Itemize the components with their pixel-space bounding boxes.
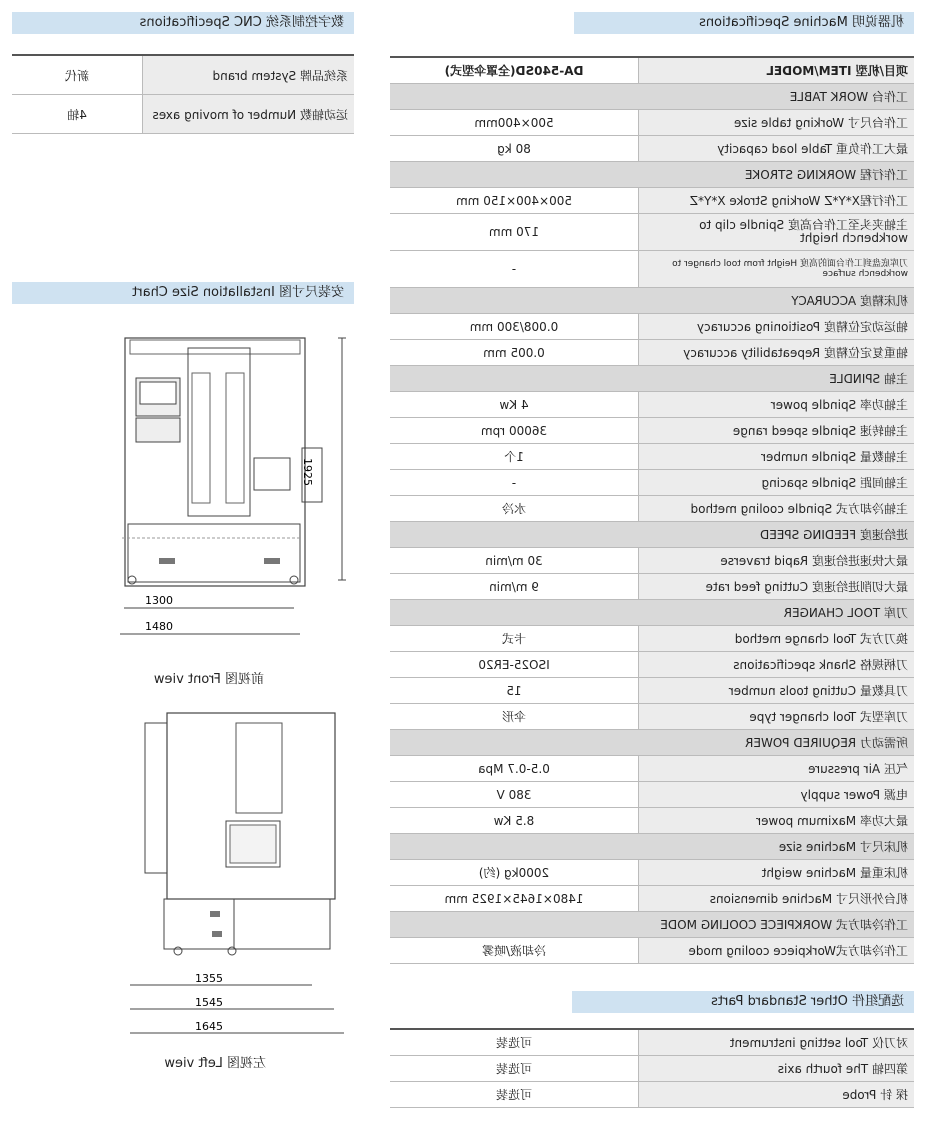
spec-value: 1个 xyxy=(504,450,524,464)
spec-section-label: 工作台 WORK TABLE xyxy=(789,90,908,104)
spec-label: 主轴功率 Spindle power xyxy=(770,398,908,412)
spec-value: 4 Kw xyxy=(499,397,529,412)
spec-header-row: DA-540SD(全罩伞型式) 项目/机型 ITEM/MODEL xyxy=(390,57,914,84)
spec-value: 500×400×150 mm xyxy=(456,193,573,208)
parts-value: 可选装 xyxy=(496,1088,533,1102)
spec-section-label: 机床尺寸 Machine size xyxy=(778,840,908,854)
spec-label: 工作台尺寸 Working table size xyxy=(733,116,908,130)
spec-section-row xyxy=(390,162,914,188)
spec-section-label: 机床精度 ACCURACY xyxy=(791,294,908,308)
left-view-drawing xyxy=(60,703,360,1048)
parts-row xyxy=(390,1082,914,1108)
spec-value: 水冷 xyxy=(502,502,527,516)
spec-label: 主轴间距 Spindle spacing xyxy=(761,476,908,490)
spec-label: 气压 Air pressure xyxy=(808,762,908,776)
spec-label: 机台外形尺寸 Machine dimensions xyxy=(709,892,908,906)
spec-value: 30 m/min xyxy=(485,553,543,568)
spec-label: 刀柄规格 Shank specifications xyxy=(733,658,908,672)
spec-label: 最大切削进给速度 Cutting feed rate xyxy=(705,580,908,594)
spec-row xyxy=(390,808,914,834)
spec-row xyxy=(390,214,914,251)
spec-label: 刀库底盘到工作台面的高度 Height from tool changer to workbench surface xyxy=(672,259,908,279)
spec-row xyxy=(390,756,914,782)
front-width-outer-label: 1480 xyxy=(145,620,173,633)
spec-label: 换刀方式 Tool change method xyxy=(734,632,908,646)
spec-row xyxy=(390,188,914,214)
spec-row xyxy=(390,470,914,496)
spec-section-label: 刀库 TOOL CHANGER xyxy=(783,606,908,620)
spec-row xyxy=(390,314,914,340)
left-dim-1-label: 1355 xyxy=(195,972,223,985)
spec-section-row xyxy=(390,600,914,626)
spec-section-row xyxy=(390,84,914,110)
spec-row xyxy=(390,938,914,964)
parts-table xyxy=(390,1028,914,1108)
spec-label: 最大工作负重 Table load capacity xyxy=(717,142,908,156)
spec-section-label: 工作冷却方式 WORKPIECE COOLING MODE xyxy=(660,918,908,932)
front-width-inner-label: 1300 xyxy=(145,594,173,607)
spec-label: 主轴数量 Spindle number xyxy=(761,450,908,464)
front-height-label: 1925 xyxy=(301,458,314,486)
spec-label: 机床重量 Machine weight xyxy=(761,866,908,880)
left-view-caption: 左视图 Left view xyxy=(164,1056,266,1071)
spec-value: 2000kg (约) xyxy=(478,866,550,880)
spec-section-label: 主轴 SPINDLE xyxy=(829,372,908,386)
parts-value: 可选装 xyxy=(496,1036,533,1050)
spec-section-row xyxy=(390,366,914,392)
spec-row xyxy=(390,444,914,470)
spec-value: 170 mm xyxy=(488,225,540,239)
spec-label: 刀库型式 Tool changer type xyxy=(749,710,908,724)
spec-section-row xyxy=(390,522,914,548)
spec-label: 最大功率 Maximum power xyxy=(756,814,908,828)
machine-banner: 机器说明 Machine Specifications xyxy=(574,12,914,34)
spec-row xyxy=(390,548,914,574)
spec-section-label: 所需动力 REQUIRED POWER xyxy=(745,736,908,750)
left-dim-3-label: 1645 xyxy=(195,1020,223,1033)
spec-row xyxy=(390,652,914,678)
parts-label: 探 针 Probe xyxy=(842,1088,908,1102)
parts-row xyxy=(390,1056,914,1082)
spec-row xyxy=(390,392,914,418)
spec-label: 主轴夹头至工作台高度 Spindle clip to workbench height xyxy=(699,218,908,245)
spec-section-label: 进给速度 FEEDING SPEED xyxy=(759,528,908,542)
spec-row xyxy=(390,678,914,704)
spec-row xyxy=(390,418,914,444)
spec-row xyxy=(390,496,914,522)
spec-value: 0.008/300 mm xyxy=(469,319,559,334)
spec-value: 9 m/min xyxy=(489,579,539,594)
spec-value: 80 kg xyxy=(497,141,531,156)
parts-label: 对刀仪 Tool setting instrument xyxy=(729,1036,908,1050)
spec-row xyxy=(390,860,914,886)
spec-section-row xyxy=(390,730,914,756)
spec-label: 刀具数量 Cutting tools number xyxy=(728,684,908,698)
spec-value: - xyxy=(511,475,517,490)
spec-value: 380 V xyxy=(496,787,532,802)
parts-row xyxy=(390,1029,914,1056)
spec-value: 15 xyxy=(506,683,522,698)
spec-value: 0.5-0.7 Mpa xyxy=(478,761,550,776)
parts-banner: 选配组件 Other Standard Parts xyxy=(572,991,914,1013)
spec-value: 1480×1645×1925 mm xyxy=(444,891,584,906)
install-banner: 安装尺寸图 Installation Size Chart xyxy=(12,282,354,304)
spec-row xyxy=(390,886,914,912)
spec-row xyxy=(390,704,914,730)
spec-section-row xyxy=(390,834,914,860)
spec-value: 8.5 Kw xyxy=(493,813,535,828)
cnc-table xyxy=(12,54,354,134)
parts-value: 可选装 xyxy=(496,1062,533,1076)
parts-label: 第四轴 The fourth axis xyxy=(777,1062,908,1076)
spec-value: 0.005 mm xyxy=(483,345,545,360)
spec-row xyxy=(390,110,914,136)
front-view-caption: 前视图 Front view xyxy=(153,672,264,687)
spec-label: 工作行程X*Y*Z Working Stroke X*Y*Z xyxy=(689,194,908,208)
spec-label: 电源 Power supply xyxy=(800,788,908,802)
cnc-banner: 数字控制系统 CNC Specifications xyxy=(12,12,354,34)
spec-row xyxy=(390,340,914,366)
spec-label: 主轴冷却方式 Spindle cooling method xyxy=(690,502,908,516)
left-dim-2-label: 1545 xyxy=(195,996,223,1009)
spec-row xyxy=(390,251,914,288)
spec-value: 伞形 xyxy=(502,710,527,724)
spec-row xyxy=(390,782,914,808)
spec-label: 工作冷却方式Workpiece cooling mode xyxy=(688,944,908,958)
spec-label: 主轴转速 Spindle speed range xyxy=(732,424,908,438)
spec-value: 冷却液/喷雾 xyxy=(481,944,547,958)
cnc-row: 新代 系统品牌 System brand xyxy=(12,55,354,95)
cnc-row: 4轴 运动轴数 Number of moving axes xyxy=(12,95,354,134)
machine-spec-table xyxy=(390,56,914,964)
spec-row xyxy=(390,574,914,600)
spec-label: 轴运动定位精度 Positioning accuracy xyxy=(696,320,908,334)
spec-section-row xyxy=(390,288,914,314)
spec-value: 36000 rpm xyxy=(480,423,548,438)
spec-row xyxy=(390,626,914,652)
spec-value: - xyxy=(511,262,517,276)
spec-label: 轴重复定位精度 Repeatability accuracy xyxy=(683,346,908,360)
spec-section-row xyxy=(390,912,914,938)
spec-row xyxy=(390,136,914,162)
spec-value: 卡式 xyxy=(502,632,527,646)
spec-value: ISO25-ER20 xyxy=(478,657,550,672)
spec-label: 最大快速进给速度 Rapid traverse xyxy=(720,554,908,568)
front-view-drawing xyxy=(60,328,360,668)
spec-value: 500×400mm xyxy=(474,115,554,130)
spec-section-label: 工作行程 WORKING STROKE xyxy=(744,168,908,182)
